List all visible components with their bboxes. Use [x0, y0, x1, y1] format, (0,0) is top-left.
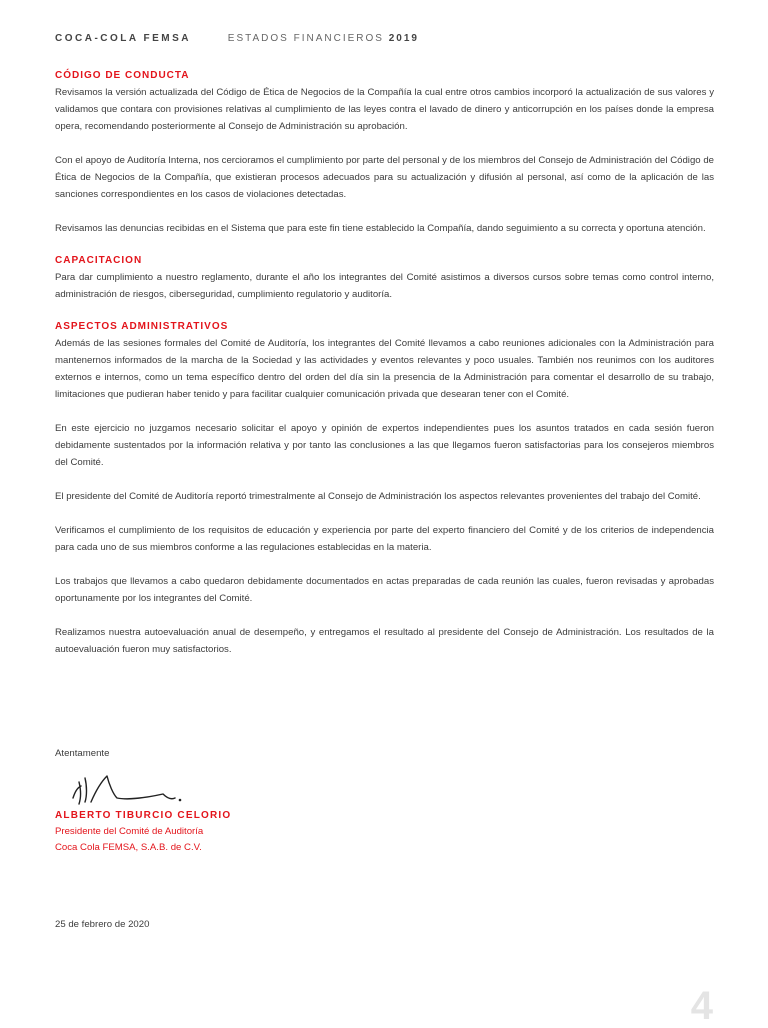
- paragraph: Los trabajos que llevamos a cabo quedaron debidamente documentados en actas preparadas de cada reunión las cuales, fueron revisadas y aprobadas oportunamente por los integrantes del Comité.: [55, 576, 714, 604]
- document-date: 25 de febrero de 2020: [55, 919, 150, 930]
- document-body: [55, 69, 714, 675]
- page-header: [55, 33, 419, 44]
- section-title: CÓDIGO DE CONDUCTA: [55, 70, 190, 81]
- closing: Atentamente: [55, 748, 110, 759]
- header-year: 2019: [388, 33, 419, 44]
- section-capacitacion: [55, 254, 714, 303]
- signer-role: Presidente del Comité de Auditoría: [55, 826, 204, 837]
- paragraph: Revisamos la versión actualizada del Código de Ética de Negocios de la Compañía la cual entre otros cambios incorporó la actualización de sus valores y validamos que contara con provisiones relativas al cumplimiento de las leyes contra el lavado de dinero y anticorrupción en los países donde la empresa opera, recomendando posteriormente al Consejo de Administración su aprobación.: [55, 87, 714, 132]
- signer-company: Coca Cola FEMSA, S.A.B. de C.V.: [55, 842, 202, 853]
- section-codigo-de-conducta: [55, 69, 714, 237]
- section-aspectos-administrativos: [55, 320, 714, 658]
- signer-name: ALBERTO TIBURCIO CELORIO: [55, 810, 232, 821]
- paragraph: Además de las sesiones formales del Comité de Auditoría, los integrantes del Comité llevamos a cabo reuniones adicionales con la Administración para mantenernos informados de la marcha de la Sociedad y las actividades y eventos relevantes y poco usuales. También nos reunimos con los auditores externos e internos, como un tema específico dentro del orden del día sin la presencia de la Administración para comentar el desarrollo de su trabajo, limitaciones que pudieran haber tenido y para facilitar cualquier comunicación privada que desearan tener con el Comité.: [55, 338, 714, 400]
- paragraph: Para dar cumplimiento a nuestro reglamento, durante el año los integrantes del Comité asistimos a diversos cursos sobre temas como control interno, administración de riesgos, ciberseguridad, cumplimiento regulatorio y auditoría.: [55, 272, 714, 300]
- header-brand: COCA-COLA FEMSA: [55, 33, 192, 44]
- paragraph: En este ejercicio no juzgamos necesario solicitar el apoyo y opinión de expertos independientes pues los asuntos tratados en cada sesión fueron debidamente sustentados por la información relativa y por tanto las conclusiones a las que llegamos fueron satisfactorias para los consejeros miembros del Comité.: [55, 423, 714, 468]
- paragraph: Verificamos el cumplimiento de los requisitos de educación y experiencia por parte del experto financiero del Comité y de los criterios de independencia para cada uno de sus miembros conforme a las regulaciones establecidas en la materia.: [55, 525, 714, 553]
- signature-block: [55, 745, 455, 856]
- page-number: 4: [690, 984, 713, 1028]
- handwritten-signature: [67, 768, 187, 808]
- paragraph: Realizamos nuestra autoevaluación anual de desempeño, y entregamos el resultado al presidente del Consejo de Administración. Los resultados de la autoevaluación fueron muy satisfactorios.: [55, 627, 714, 655]
- paragraph: Revisamos las denuncias recibidas en el Sistema que para este fin tiene establecido la Compañía, dando seguimiento a su correcta y oportuna atención.: [55, 223, 706, 234]
- paragraph: El presidente del Comité de Auditoría reportó trimestralmente al Consejo de Administración los aspectos relevantes provenientes del trabajo del Comité.: [55, 491, 701, 502]
- paragraph: Con el apoyo de Auditoría Interna, nos cercioramos el cumplimiento por parte del personal y de los miembros del Consejo de Administración del Código de Ética de Negocios de la Compañía, que existieran procesos adecuados para su actualización y difusión al personal, así como de la aplicación de las sanciones correspondientes en los casos de violaciones detectadas.: [55, 155, 714, 200]
- header-doc-title: ESTADOS FINANCIEROS 2019: [227, 33, 419, 44]
- section-title: ASPECTOS ADMINISTRATIVOS: [55, 321, 229, 332]
- section-title: CAPACITACION: [55, 255, 143, 266]
